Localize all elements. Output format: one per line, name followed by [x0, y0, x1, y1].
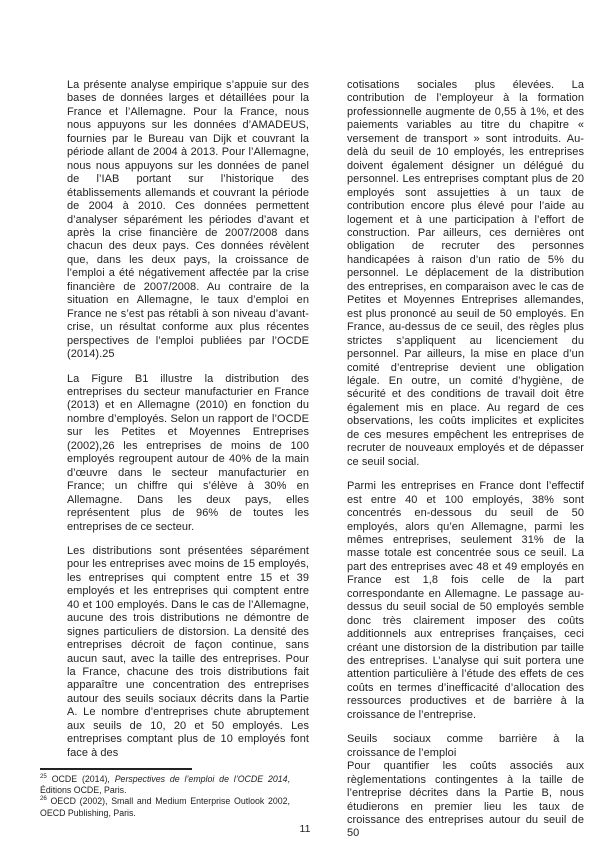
footnote-25-number: 25: [40, 773, 47, 781]
paragraph-data-sources: La présente analyse empirique s’appuie sur des bases de données larges et détaillées pour la France et l’Allemagne. Pour la France, nous nous appuyons sur les données d’AMADEUS, fournies par le Bureau van Dijk et couvrant la période allant de 2004 à 2013. Pour l’Allemagne, nous nous appuyons sur les données de panel de l’IAB portant sur l’historique des établissements allemands et couvrant la période de 2004 à 2010. Ces données permettent d’analyser séparément les périodes d’avant et après la crise financière de 2007/2008 dans chacun des deux pays. Ces données révèlent que, dans les deux pays, la croissance de l’emploi a été négativement affectée par la crise financière de 2007/2008. Au contraire de la situation en Allemagne, le taux d’emploi en France ne s’est pas rétabli à son niveau d’avant-crise, un résultat conforme aux plus récentes perspectives de l’emploi publiées par l’OCDE (2014).25: [67, 79, 309, 361]
footnotes-block: [40, 774, 290, 819]
footnote-25: [40, 774, 290, 796]
footnote-26-text: OECD (2002), Small and Medium Enterprise Outlook 2002, OECD Publishing, Paris.: [40, 796, 290, 818]
section-heading: [347, 733, 584, 760]
section-heading-line-2: croissance de l’emploi: [347, 746, 457, 759]
paragraph-figure-b1: La Figure B1 illustre la distribution des entreprises du secteur manufacturier en France (2013) et en Allemagne (2010) en fonction du nombre d’employés. Selon un rapport de l’OCDE sur les Petites et Moyennes Entreprises (2002),26 les entreprises de moins de 100 employés regroupent autour de 40% de la main d’œuvre dans le secteur manufacturier en France; un chiffre qui s’élève à 30% en Allemagne. Dans les deux pays, elles représentent plus de 96% de toutes les entreprises de ce secteur.: [67, 372, 309, 533]
footnote-26-number: 26: [40, 795, 47, 803]
footnote-separator-rule: [40, 768, 192, 770]
paragraph-distributions: Les distributions sont présentées séparément pour les entreprises avec moins de 15 employés, les entreprises qui comptent entre 15 et 39 employés et les entreprises qui comptent entre 40 et 100 employés. Dans le cas de l’Allemagne, aucune des trois distributions ne démontre de signes particuliers de distorsion. La densité des entreprises décroit de façon continue, sans aucun saut, avec la taille des entreprises. Pour la France, chacune des trois distributions fait apparaître une concentration des entreprises autour des seuils sociaux décrits dans la Partie A. Le nombre d’entreprises chute abruptement aux seuils de 10, 20 et 50 employés. Les entreprises comptant plus de 10 employés font face à des: [67, 544, 309, 759]
footnote-26: [40, 796, 290, 818]
page-number: 11: [299, 823, 311, 835]
footnote-25-text-end: , Éditions OCDE, Paris.: [40, 774, 290, 796]
left-column: [67, 79, 309, 760]
paragraph-parmi-entreprises: Parmi les entreprises en France dont l’effectif est entre 40 et 100 employés, 38% sont concentrés en-dessous du seuil de 50 employés, alors qu’en Allemagne, parmi les mêmes entreprises, seulement 31% de la masse totale est concentrée sous ce seuil. La part des entreprises avec 48 et 49 employés en France est 1,8 fois celle de la part correspondante en Allemagne. Le passage au-dessus du seuil social de 50 employés semble donc très clairement imposer des coûts additionnels aux entreprises françaises, ceci créant une distorsion de la distribution par taille des entreprises. L’analyse qui suit portera une attention particulière à l’étude des effets de ces coûts en termes d’inefficacité d’allocation des ressources productives et de barrière à la croissance de l’entreprise.: [347, 480, 584, 721]
footnote-25-title: Perspectives de l’emploi de l’OCDE 2014: [114, 774, 288, 784]
paragraph-cotisations: cotisations sociales plus élevées. La contribution de l’employeur à la formation professionnelle augmente de 0,55 à 1%, et des paiements variables au titre du chapitre « versement de transport » sont introduits. Au-delà du seuil de 10 employés, les entreprises doivent également désigner un délégué du personnel. Les entreprises comptant plus de 20 employés sont assujetties à un taux de contribution encore plus élevé pour l’aide au logement et à une participation à l’effort de construction. Par ailleurs, ces dernières ont obligation de recruter des personnes handicapées à raison d’un ratio de 5% du personnel. Le déplacement de la distribution des entreprises, en comparaison avec le cas de Petites et Moyennes Entreprises allemandes, est plus prononcé au seuil de 50 employés. En France, au-dessus de ce seuil, des règles plus strictes s’appliquent au licenciement du personnel. Par ailleurs, la mise en place d’un comité d’entreprise devient une obligation légale. En outre, un comité d’hygiène, de sécurité et des conditions de travail doit être également mis en place. Au regard de ces observations, les coûts implicites et explicites de ces mesures empêchent les entreprises de recruter de nouveaux employés et de dépasser ce seuil social.: [347, 79, 584, 468]
paragraph-quantifier-couts: Pour quantifier les coûts associés aux règlementations contingentes à la taille de l’entreprise décrites dans la Partie B, nous étudierons en premier lieu les taux de croissance des entreprises autour du seuil de 50: [347, 760, 584, 840]
right-column: [347, 79, 584, 841]
footnote-25-text: OCDE (2014),: [46, 774, 115, 784]
section-heading-line-1: Seuils sociaux comme barrière à la: [347, 733, 584, 746]
